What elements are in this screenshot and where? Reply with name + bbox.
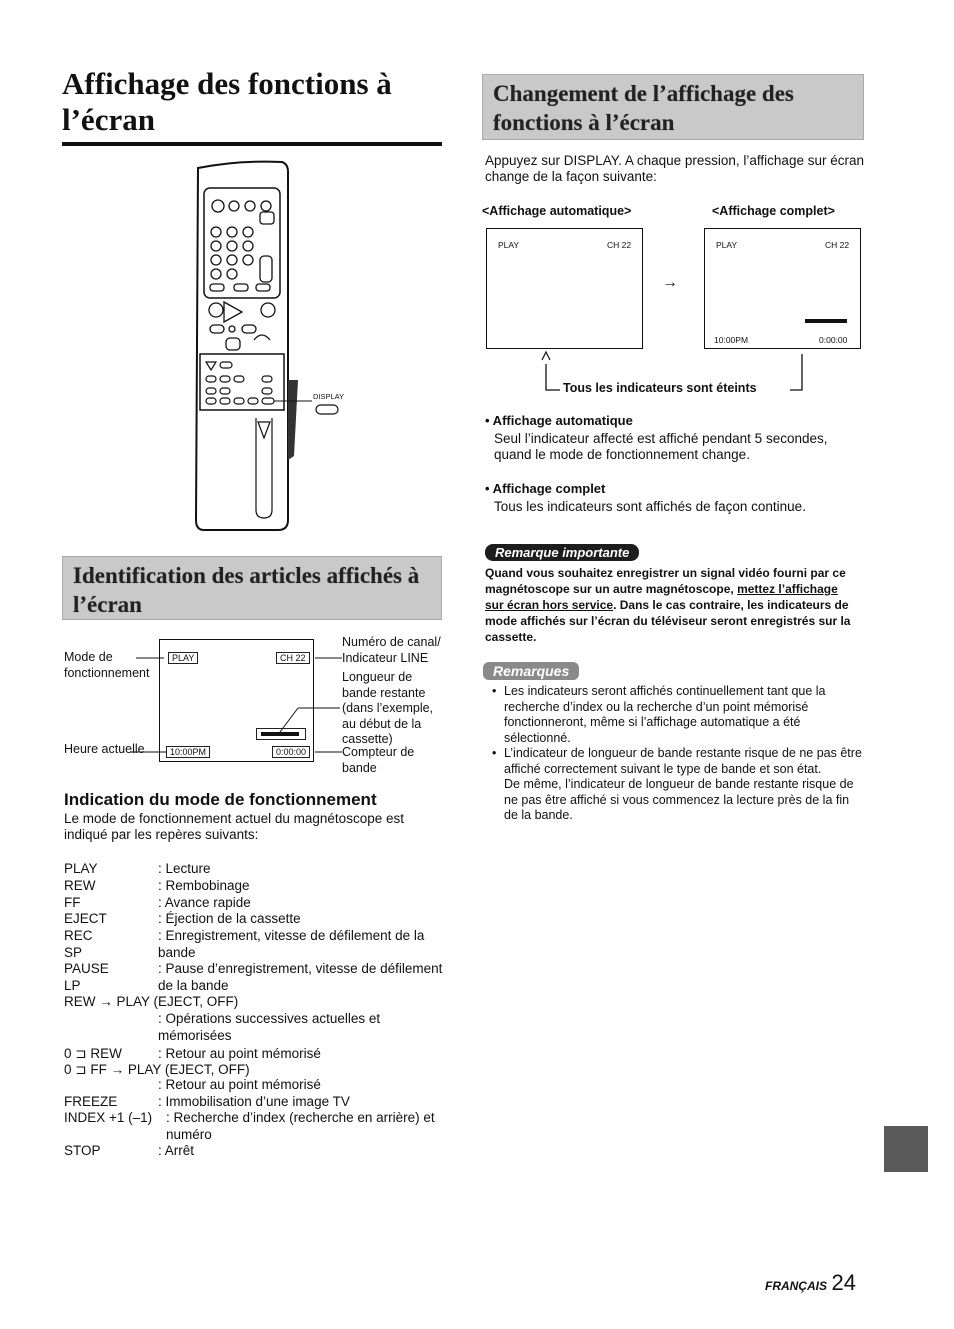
page-edge-tab xyxy=(884,1126,928,1172)
mode-value: : Retour au point mémorisé xyxy=(158,1077,321,1092)
auto-body: Seul l’indicateur affecté est affiché pendant 5 secondes, quand le mode de fonctionnement change. xyxy=(494,431,828,462)
mode-row xyxy=(64,994,444,1044)
diagram-tape-label: Longueur de bande restante (dans l’exemple, au début de la cassette) xyxy=(342,670,434,746)
screen-time: 10:00PM xyxy=(714,335,749,345)
section-banner-identification: Identification des articles affichés à l’écran xyxy=(62,556,442,620)
tape-remaining-bar xyxy=(805,319,847,323)
auto-display-label: <Affichage automatique> xyxy=(482,204,632,218)
mode-value: : Avance rapide xyxy=(158,895,251,910)
important-text-underlined: mettez l’affichage sur écran hors service xyxy=(485,582,838,612)
section-intro: Le mode de fonctionnement actuel du magnétoscope est indiqué par les repères suivants: xyxy=(64,811,404,842)
full-body: Tous les indicateurs sont affichés de façon continue. xyxy=(494,499,806,514)
title-rule xyxy=(62,142,442,146)
screen-mode: PLAY xyxy=(498,240,520,250)
mode-key: PAUSE LP xyxy=(64,961,109,993)
mode-value: : Retour au point mémorisé xyxy=(158,1046,321,1061)
important-text-part2: . Dans le cas contraire, les indicateurs de mode affichés sur l’écran du téléviseur seront enregistrés sur la cassette. xyxy=(485,598,851,644)
mode-key: 0 ⊐ REW xyxy=(64,1046,122,1061)
mode-key: FREEZE xyxy=(64,1094,118,1109)
diagram-counter-label: Compteur de bande xyxy=(342,745,415,775)
remarks-badge xyxy=(483,662,579,681)
mode-key: REC SP xyxy=(64,928,93,960)
screen-counter: 0:00:00 xyxy=(819,335,848,345)
page-title: Affichage des fonctions à l’écran xyxy=(62,66,392,137)
full-display-label: <Affichage complet> xyxy=(712,204,835,218)
page-footer xyxy=(765,1270,856,1296)
display-button-label: DISPLAY xyxy=(313,392,345,401)
section-heading: Indication du mode de fonctionnement xyxy=(64,790,377,809)
important-badge xyxy=(485,544,639,562)
auto-heading: • Affichage automatique xyxy=(485,413,633,428)
important-text-part1: Quand vous souhaitez enregistrer un signal vidéo fourni par ce magnétoscope sur un autre magnétoscope, xyxy=(485,566,846,596)
mode-key: FF xyxy=(64,895,81,910)
mode-key: REW xyxy=(64,878,96,893)
osd-channel: CH 22 xyxy=(276,652,310,664)
mode-key: PLAY xyxy=(64,861,98,876)
indicators-off-label: Tous les indicateurs sont éteints xyxy=(563,381,757,395)
mode-key: 0 ⊐ FF → PLAY (EJECT, OFF) xyxy=(64,1062,250,1077)
mode-value: : Immobilisation d’une image TV xyxy=(158,1094,350,1109)
mode-key: REW → PLAY (EJECT, OFF) xyxy=(64,994,239,1009)
osd-counter: 0:00:00 xyxy=(272,746,310,758)
mode-value: : Pause d’enregistrement, vitesse de défilement de la bande xyxy=(158,961,443,993)
mode-value: : Recherche d’index (recherche en arrière) et numéro xyxy=(166,1110,435,1142)
diagram-channel-label: Numéro de canal/ Indicateur LINE xyxy=(342,635,441,665)
mode-row xyxy=(64,1062,444,1096)
remark-item: • Les indicateurs seront affichés continuellement tant que la recherche d’index ou la recherche d’un point mémorisé fonctionneront, même si l’affichage automatique a été sélectionné. xyxy=(492,684,862,746)
mode-key: EJECT xyxy=(64,911,107,926)
mode-value: : Enregistrement, vitesse de défilement de la bande xyxy=(158,928,425,960)
arrow-right-icon: → xyxy=(662,274,678,291)
full-heading: • Affichage complet xyxy=(485,481,606,496)
remote-control-illustration xyxy=(190,160,360,535)
remark-item: • L’indicateur de longueur de bande restante risque de ne pas être affiché correctement suivant le type de bande et son état. De même, l’indicateur de longueur de bande restante risque de ne pas être affiché si vous commencez la lecture près de la fin de la bande. xyxy=(492,746,862,824)
diagram-time-label: Heure actuelle xyxy=(64,742,145,756)
mode-key: INDEX +1 (–1) xyxy=(64,1110,153,1125)
screen-auto-display xyxy=(486,228,643,349)
osd-mode: PLAY xyxy=(168,652,198,664)
page-number: 24 xyxy=(831,1270,856,1295)
screen-mode: PLAY xyxy=(716,240,738,250)
section-banner-change: Changement de l’affichage des fonctions à l’écran xyxy=(482,74,864,140)
important-text xyxy=(485,565,855,645)
mode-value: : Éjection de la cassette xyxy=(158,911,301,926)
screen-channel: CH 22 xyxy=(825,240,850,250)
screen-channel: CH 22 xyxy=(607,240,632,250)
osd-time: 10:00PM xyxy=(166,746,210,758)
mode-value: : Lecture xyxy=(158,861,211,876)
screen-full-display xyxy=(704,228,861,349)
mode-key: STOP xyxy=(64,1143,101,1158)
intro-text: Appuyez sur DISPLAY. A chaque pression, l’affichage sur écran change de la façon suivante: xyxy=(485,153,864,184)
mode-value: : Rembobinage xyxy=(158,878,250,893)
remarks-list xyxy=(492,684,862,824)
mode-value: : Opérations successives actuelles et mémorisées xyxy=(158,1011,381,1043)
mode-value: : Arrêt xyxy=(158,1143,195,1158)
footer-language: FRANÇAIS xyxy=(765,1279,827,1293)
remarks-label: Remarques xyxy=(483,662,579,680)
osd-callout-lines xyxy=(130,640,350,770)
diagram-mode-label: Mode de fonctionnement xyxy=(64,650,150,680)
important-label: Remarque importante xyxy=(485,544,639,561)
